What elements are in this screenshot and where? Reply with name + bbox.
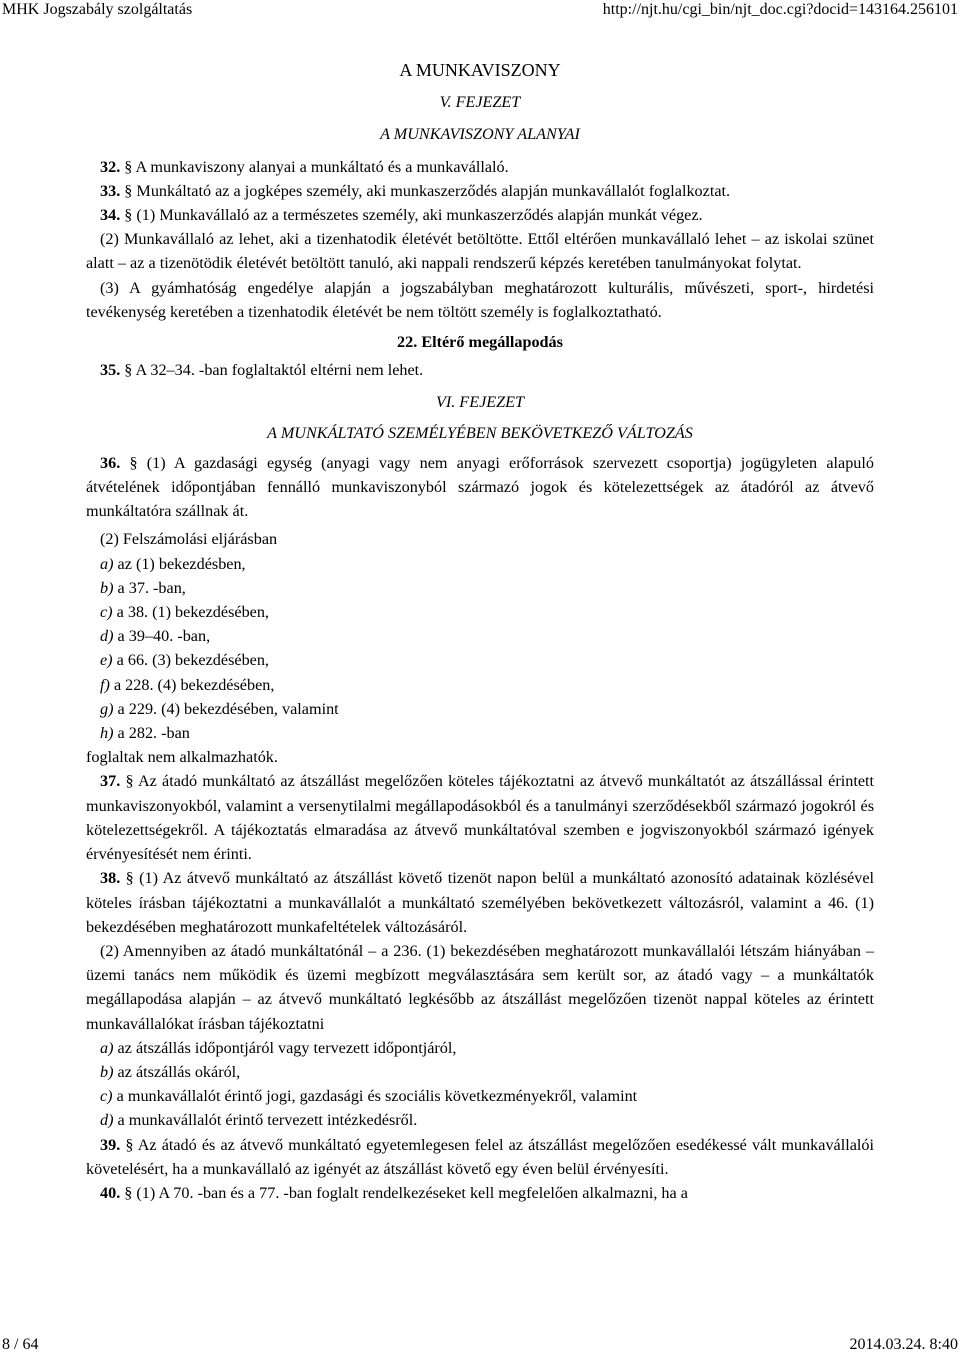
section-40: 40. § (1) A 70. -ban és a 77. -ban foglalt rendelkezéseket kell megfelelően alkalmazni, ha a <box>100 1183 688 1202</box>
section-number: 40. <box>100 1183 121 1202</box>
section-number: 37. <box>100 772 121 791</box>
list-item-label: b) <box>100 1062 114 1081</box>
list-item-text: a 38. (1) bekezdésében, <box>116 603 269 622</box>
section-36: 36. § (1) A gazdasági egység (anyagi vagy nem anyagi erőforrások szervezett csoportja) jogügyleten alapuló átvételének időpontjában fennálló munkaviszonyból származó jogok és kötelezettségek az átadóról az átvevő munkáltatóra szállnak át. <box>86 453 874 521</box>
section-number: 39. <box>100 1135 121 1154</box>
list-item-label: d) <box>100 627 114 646</box>
section-33: 33. § Munkáltató az a jogképes személy, aki munkaszerződés alapján munkavállalót foglalkoztat. <box>100 181 731 200</box>
section-36-list <box>86 552 874 746</box>
section-number: 35. <box>100 361 121 380</box>
list-item <box>86 624 874 648</box>
section-38-paragraph-2 <box>86 939 874 1036</box>
list-item-text: az (1) bekezdésben, <box>117 554 246 573</box>
paragraph-text: (3) A gyámhatóság engedélye alapján a jogszabályban meghatározott kulturális, művészeti, sport-, hirdetési tevékenység keretében a tizenhatodik életévét be nem töltött személy is foglalkoztatható. <box>86 278 874 321</box>
list-item <box>86 673 874 697</box>
list-item-label: d) <box>100 1111 114 1130</box>
list-item <box>86 1108 874 1132</box>
list-item <box>86 1036 874 1060</box>
section-36-tail: foglaltak nem alkalmazhatók. <box>86 748 278 767</box>
section-38-list <box>86 1036 874 1133</box>
print-timestamp: 2014.03.24. 8:40 <box>849 1336 958 1353</box>
section-text: (1) A gazdasági egység (anyagi vagy nem anyagi erőforrások szervezett csoportja) jogügyleten alapuló átvételének időpontjában fennálló munkaviszonyból származó jogok és kötelezettségek az átadóról az átvevő munkáltatóra szállnak át. <box>86 453 874 521</box>
list-item-text: a 282. -ban <box>117 724 190 743</box>
list-item-text: a munkavállalót érintő tervezett intézkedésről. <box>117 1111 418 1130</box>
section-text: A 32–34. -ban foglaltaktól eltérni nem lehet. <box>135 361 424 380</box>
list-item-text: a 37. -ban, <box>117 578 186 597</box>
section-37: 37. § Az átadó munkáltató az átszállást megelőzően köteles tájékoztatni az átvevő munkáltatót az átszállással érintett munkaviszonyokból, valamint a versenytilalmi megállapodásokból és a tanulmányi szerződésekből származó jogokról és kötelezettségekről. A tájékoztatás elmaradása az átvevő munkáltatóval szemben e jogviszonyokból származó igények érvényesítését nem érinti. <box>86 772 875 864</box>
section-text: (1) Munkavállaló az a természetes személy, aki munkaszerződés alapján munkát végez. <box>136 206 703 225</box>
section-text: (1) Az átvevő munkáltató az átszállást követő tizenöt napon belül a munkáltató azonosító adatainak közlésével köteles írásban tájékoztatni a munkavállalót a munkáltató személyében bekövetkezett változásról, valamint a 46. (1) bekezdésében meghatározott munkafeltételek változásáról. <box>86 869 874 936</box>
header-url: http://njt.hu/cgi_bin/njt_doc.cgi?docid=143164.256101 <box>602 1 958 18</box>
document-title: A MUNKAVISZONY <box>399 60 561 80</box>
list-item-label: f) <box>100 675 110 694</box>
section-text: (1) A 70. -ban és a 77. -ban foglalt rendelkezéseket kell megfelelően alkalmazni, ha a <box>136 1183 688 1202</box>
list-item-label: c) <box>100 1087 113 1106</box>
list-item-label: b) <box>100 578 114 597</box>
list-item <box>86 648 874 672</box>
list-item <box>86 721 874 745</box>
list-item-label: a) <box>100 1038 114 1057</box>
subtitle-22: 22. Eltérő megállapodás <box>397 333 563 352</box>
chapter-heading: VI. FEJEZET <box>435 393 525 412</box>
list-item-text: az átszállás okáról, <box>117 1062 241 1081</box>
section-text: Az átadó és az átvevő munkáltató egyetemlegesen felel az átszállást megelőzően esedékessé vált munkavállalói követelésért, ha a munkavállaló az igényét az átszállást követő egy éven belül érvényesíti. <box>86 1135 874 1178</box>
list-item-label: c) <box>100 603 113 622</box>
chapter-title: A MUNKÁLTATÓ SZEMÉLYÉBEN BEKÖVETKEZŐ VÁLTOZÁS <box>267 423 693 442</box>
list-item-text: a munkavállalót érintő jogi, gazdasági és szociális következményekről, valamint <box>116 1087 638 1106</box>
section-number: 38. <box>100 869 121 888</box>
document-body <box>86 58 874 1205</box>
section-35: 35. § A 32–34. -ban foglaltaktól eltérni nem lehet. <box>100 361 424 380</box>
section-39: 39. § Az átadó és az átvevő munkáltató egyetemlegesen felel az átszállást megelőzően esedékessé vált munkavállalói követelésért, ha a munkavállaló az igényét az átszállást követő egy éven belül érvényesíti. <box>86 1135 874 1178</box>
list-item <box>86 600 874 624</box>
section-34-paragraph-2 <box>86 227 874 275</box>
paragraph-text: (2) Munkavállaló az lehet, aki a tizenhatodik életévét betöltötte. Ettől eltérően munkavállaló lehet – az iskolai szünet alatt – az a tizenötödik életévét betöltött tanuló, aki nappali rendszerű képzés keretében tanulmányokat folytat. <box>86 230 874 273</box>
list-item <box>86 1084 874 1108</box>
section-text: Munkáltató az a jogképes személy, aki munkaszerződés alapján munkavállalót foglalkoztat. <box>136 181 731 200</box>
header-site-name: MHK Jogszabály szolgáltatás <box>2 1 193 18</box>
list-item <box>86 697 874 721</box>
list-item-text: a 229. (4) bekezdésében, valamint <box>117 699 339 718</box>
section-number: 36. <box>100 453 121 472</box>
list-item <box>86 1060 874 1084</box>
list-item <box>86 552 874 576</box>
section-34: 34. § (1) Munkavállaló az a természetes személy, aki munkaszerződés alapján munkát végez. <box>100 206 703 225</box>
section-38: 38. § (1) Az átvevő munkáltató az átszállást követő tizenöt napon belül a munkáltató azonosító adatainak közlésével köteles írásban tájékoztatni a munkavállalót a munkáltató személyében bekövetkezett változásról, valamint a 46. (1) bekezdésében meghatározott munkafeltételek változásáról. <box>86 869 874 936</box>
section-number: 32. <box>100 157 121 176</box>
list-item-text: a 228. (4) bekezdésében, <box>113 675 275 694</box>
section-36-paragraph-2: (2) Felszámolási eljárásban <box>100 530 278 549</box>
section-number: 33. <box>100 181 121 200</box>
section-32: 32. § A munkaviszony alanyai a munkáltató és a munkavállaló. <box>100 157 509 176</box>
list-item-text: az átszállás időpontjáról vagy tervezett időpontjáról, <box>117 1038 457 1057</box>
section-text: Az átadó munkáltató az átszállást megelőzően köteles tájékoztatni az átvevő munkáltatót az átszállással érintett munkaviszonyokból, valamint a versenytilalmi megállapodásokból és a tanulmányi szerződésekből származó jogokról és kötelezettségekről. A tájékoztatás elmaradása az átvevő munkáltatóval szemben e jogviszonyokból származó igények érvényesítését nem érinti. <box>86 772 875 864</box>
chapter-title: A MUNKAVISZONY ALANYAI <box>380 125 580 144</box>
section-34-paragraph-3 <box>86 276 874 324</box>
list-item-text: a 66. (3) bekezdésében, <box>116 651 269 670</box>
list-item-label: h) <box>100 724 114 743</box>
section-text: A munkaviszony alanyai a munkáltató és a munkavállaló. <box>135 157 509 176</box>
paragraph-text: (2) Amennyiben az átadó munkáltatónál – a 236. (1) bekezdésében meghatározott munkavállalói létszám hiányában – üzemi tanács nem működik és üzemi megbízott megválasztására sem került sor, az átadó vagy – a munkáltatók megállapodása alapján – az átvevő munkáltató legkésőbb az átszállást megelőzően tizenöt nappal köteles az érintett munkavállalókat írásban tájékoztatni <box>86 941 874 1033</box>
list-item <box>86 576 874 600</box>
page-number: 8 / 64 <box>2 1336 39 1353</box>
chapter-heading: V. FEJEZET <box>439 93 521 112</box>
list-item-label: g) <box>100 699 114 718</box>
section-number: 34. <box>100 206 121 225</box>
list-item-label: e) <box>100 651 113 670</box>
list-item-text: a 39–40. -ban, <box>117 627 211 646</box>
list-item-label: a) <box>100 554 114 573</box>
